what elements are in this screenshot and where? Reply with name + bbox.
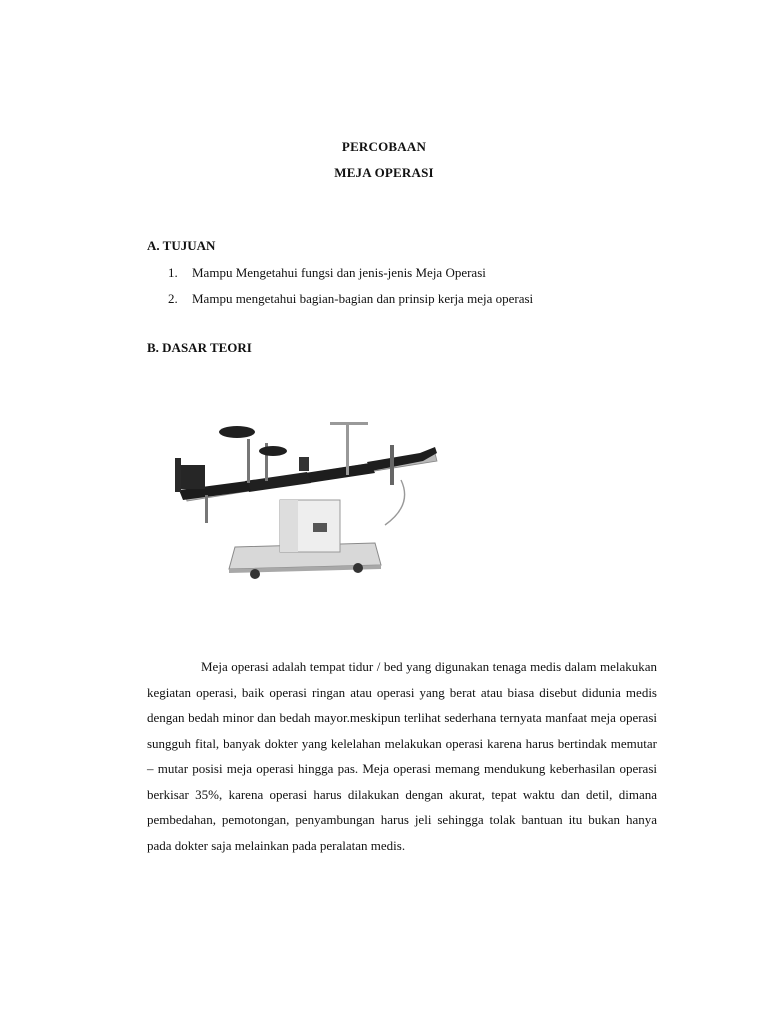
objectives-list [168, 264, 533, 316]
operating-table-illustration [145, 395, 450, 585]
list-item-text: Mampu Mengetahui fungsi dan jenis-jenis Meja Operasi [192, 265, 486, 280]
theory-paragraph: Meja operasi adalah tempat tidur / bed yang digunakan tenaga medis dalam melakukan kegiatan operasi, baik operasi ringan atau operasi yang berat atau biasa disebut didunia medis dengan bedah minor dan bedah mayor.meskipun terlihat sederhana ternyata manfaat meja operasi sungguh fital, banyak dokter yang kelelahan melakukan operasi karena harus bertindak memutar – mutar posisi meja operasi hingga pas. Meja operasi memang mendukung keberhasilan operasi berkisar 35%, karena operasi harus dilakukan dengan akurat, tepat waktu dan detil, dimana pembedahan, pemotongan, penyambungan harus jeli sehingga tolak bantuan itu bukan hanya pada dokter saja melainkan pada peralatan medis. [147, 659, 657, 853]
list-item-number: 1. [168, 265, 178, 280]
list-item-number: 2. [168, 291, 178, 306]
section-b-heading: B. DASAR TEORI [147, 340, 252, 355]
document-subtitle: MEJA OPERASI [334, 165, 434, 180]
list-item [168, 264, 533, 290]
list-item [168, 290, 533, 316]
document-title: PERCOBAAN [341, 139, 427, 154]
list-item-text: Mampu mengetahui bagian-bagian dan prinsip kerja meja operasi [192, 291, 534, 306]
section-a-heading: A. TUJUAN [147, 238, 216, 253]
